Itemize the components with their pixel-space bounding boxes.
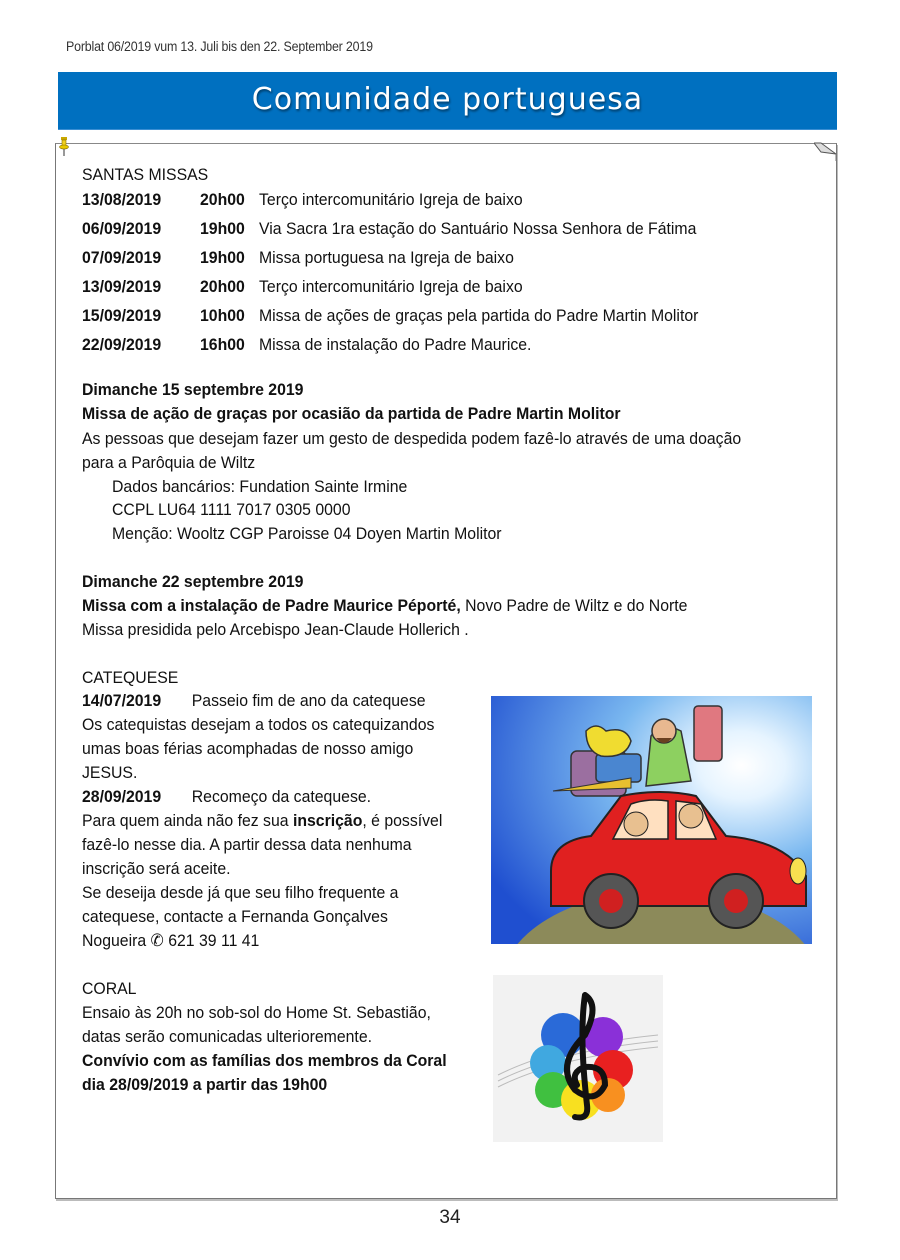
catequese-line-1: fazê-lo nesse dia. A partir dessa data nenhuma [82, 835, 412, 854]
bank-mention: Menção: Wooltz CGP Paroisse 04 Doyen Martin Molitor [112, 524, 502, 543]
sunday-22-title-rest: Novo Padre de Wiltz e do Norte [460, 596, 688, 615]
mass-time: 19h00 [200, 219, 245, 238]
mass-time: 10h00 [200, 306, 245, 325]
mass-row [82, 219, 822, 239]
catequese-item-1 [82, 691, 426, 711]
santas-missas-heading: SANTAS MISSAS [82, 165, 209, 184]
mass-time: 19h00 [200, 248, 245, 267]
running-head: Porblat 06/2019 vum 13. Juli bis den 22. September 2019 [66, 39, 373, 54]
catequese-item-2 [82, 787, 372, 807]
contact-name: Nogueira [82, 931, 151, 950]
catequese-text-1: Os catequistas desejam a todos os catequizandos [82, 715, 435, 734]
coral-heading: CORAL [82, 979, 137, 998]
catequese-line-4: catequese, contacte a Fernanda Gonçalves [82, 907, 388, 926]
mass-date: 06/09/2019 [82, 219, 162, 238]
mass-date: 15/09/2019 [82, 306, 162, 325]
mass-time: 20h00 [200, 190, 245, 209]
treble-clef-illustration [493, 975, 663, 1142]
page-number: 34 [439, 1207, 461, 1228]
page-curl-icon [814, 141, 838, 161]
sunday-15-text-2: para a Parôquia de Wiltz [82, 453, 256, 472]
mass-desc: Missa de ações de graças pela partida do Padre Martin Molitor [259, 306, 699, 325]
catequese-line-2: inscrição será aceite. [82, 859, 231, 878]
sunday-22-title-bold: Missa com a instalação de Padre Maurice Péporté, [82, 596, 461, 615]
mass-desc: Terço intercomunitário Igreja de baixo [259, 277, 523, 296]
catequese-heading: CATEQUESE [82, 668, 179, 687]
car-trip-illustration [491, 696, 812, 944]
inscricao-bold: inscrição [292, 811, 363, 830]
mass-desc: Missa de instalação do Padre Maurice. [259, 335, 532, 354]
catequese-item-2-desc: Recomeço da catequese. [191, 787, 372, 806]
coral-bold-2: dia 28/09/2019 a partir das 19h00 [82, 1075, 328, 1094]
mass-desc: Terço intercomunitário Igreja de baixo [259, 190, 523, 209]
sunday-22-title [82, 596, 687, 616]
sunday-15-text-1: As pessoas que desejam fazer um gesto de despedida podem fazê-lo através de uma doação [82, 429, 742, 448]
bank-details: Dados bancários: Fundation Sainte Irmine [112, 477, 408, 496]
inscricao-line [82, 811, 442, 831]
mass-time: 16h00 [200, 335, 245, 354]
mass-date: 13/08/2019 [82, 190, 162, 209]
mass-row [82, 335, 822, 355]
inscricao-pre: Para quem ainda não fez sua [82, 811, 293, 830]
phone-icon: ✆ [150, 931, 164, 950]
mass-date: 13/09/2019 [82, 277, 162, 296]
mass-row [82, 306, 822, 326]
coral-line-2: datas serão comunicadas ulterioremente. [82, 1027, 373, 1046]
catequese-text-3: JESUS. [82, 763, 138, 782]
mass-time: 20h00 [200, 277, 245, 296]
mass-date: 22/09/2019 [82, 335, 162, 354]
banner-title: Comunidade portuguesa [251, 82, 644, 117]
sunday-22-heading: Dimanche 22 septembre 2019 [82, 572, 304, 591]
sunday-15-heading: Dimanche 15 septembre 2019 [82, 380, 304, 399]
catequese-item-1-date: 14/07/2019 [82, 691, 162, 710]
mass-desc: Via Sacra 1ra estação do Santuário Nossa Senhora de Fátima [259, 219, 697, 238]
section-banner [58, 72, 837, 130]
inscricao-post: , é possível [362, 811, 443, 830]
mass-row [82, 248, 822, 268]
catequese-text-2: umas boas férias acomphadas de nosso amigo [82, 739, 414, 758]
catequese-line-3: Se deseija desde já que seu filho frequente a [82, 883, 399, 902]
coral-bold-1: Convívio com as famílias dos membros da Coral [82, 1051, 447, 1070]
mass-desc: Missa portuguesa na Igreja de baixo [259, 248, 514, 267]
catequese-item-2-date: 28/09/2019 [82, 787, 162, 806]
contact-line [82, 931, 259, 951]
mass-date: 07/09/2019 [82, 248, 162, 267]
bank-account: CCPL LU64 1111 7017 0305 0000 [112, 500, 351, 519]
catequese-item-1-desc: Passeio fim de ano da catequese [191, 691, 426, 710]
pushpin-icon [59, 137, 69, 157]
mass-row [82, 277, 822, 297]
sunday-15-title: Missa de ação de graças por ocasião da partida de Padre Martin Molitor [82, 404, 621, 423]
sunday-22-text: Missa presidida pelo Arcebispo Jean-Claude Hollerich . [82, 620, 469, 639]
coral-line-1: Ensaio às 20h no sob-sol do Home St. Sebastião, [82, 1003, 431, 1022]
mass-row [82, 190, 822, 210]
phone-number: 621 39 11 41 [163, 931, 260, 950]
